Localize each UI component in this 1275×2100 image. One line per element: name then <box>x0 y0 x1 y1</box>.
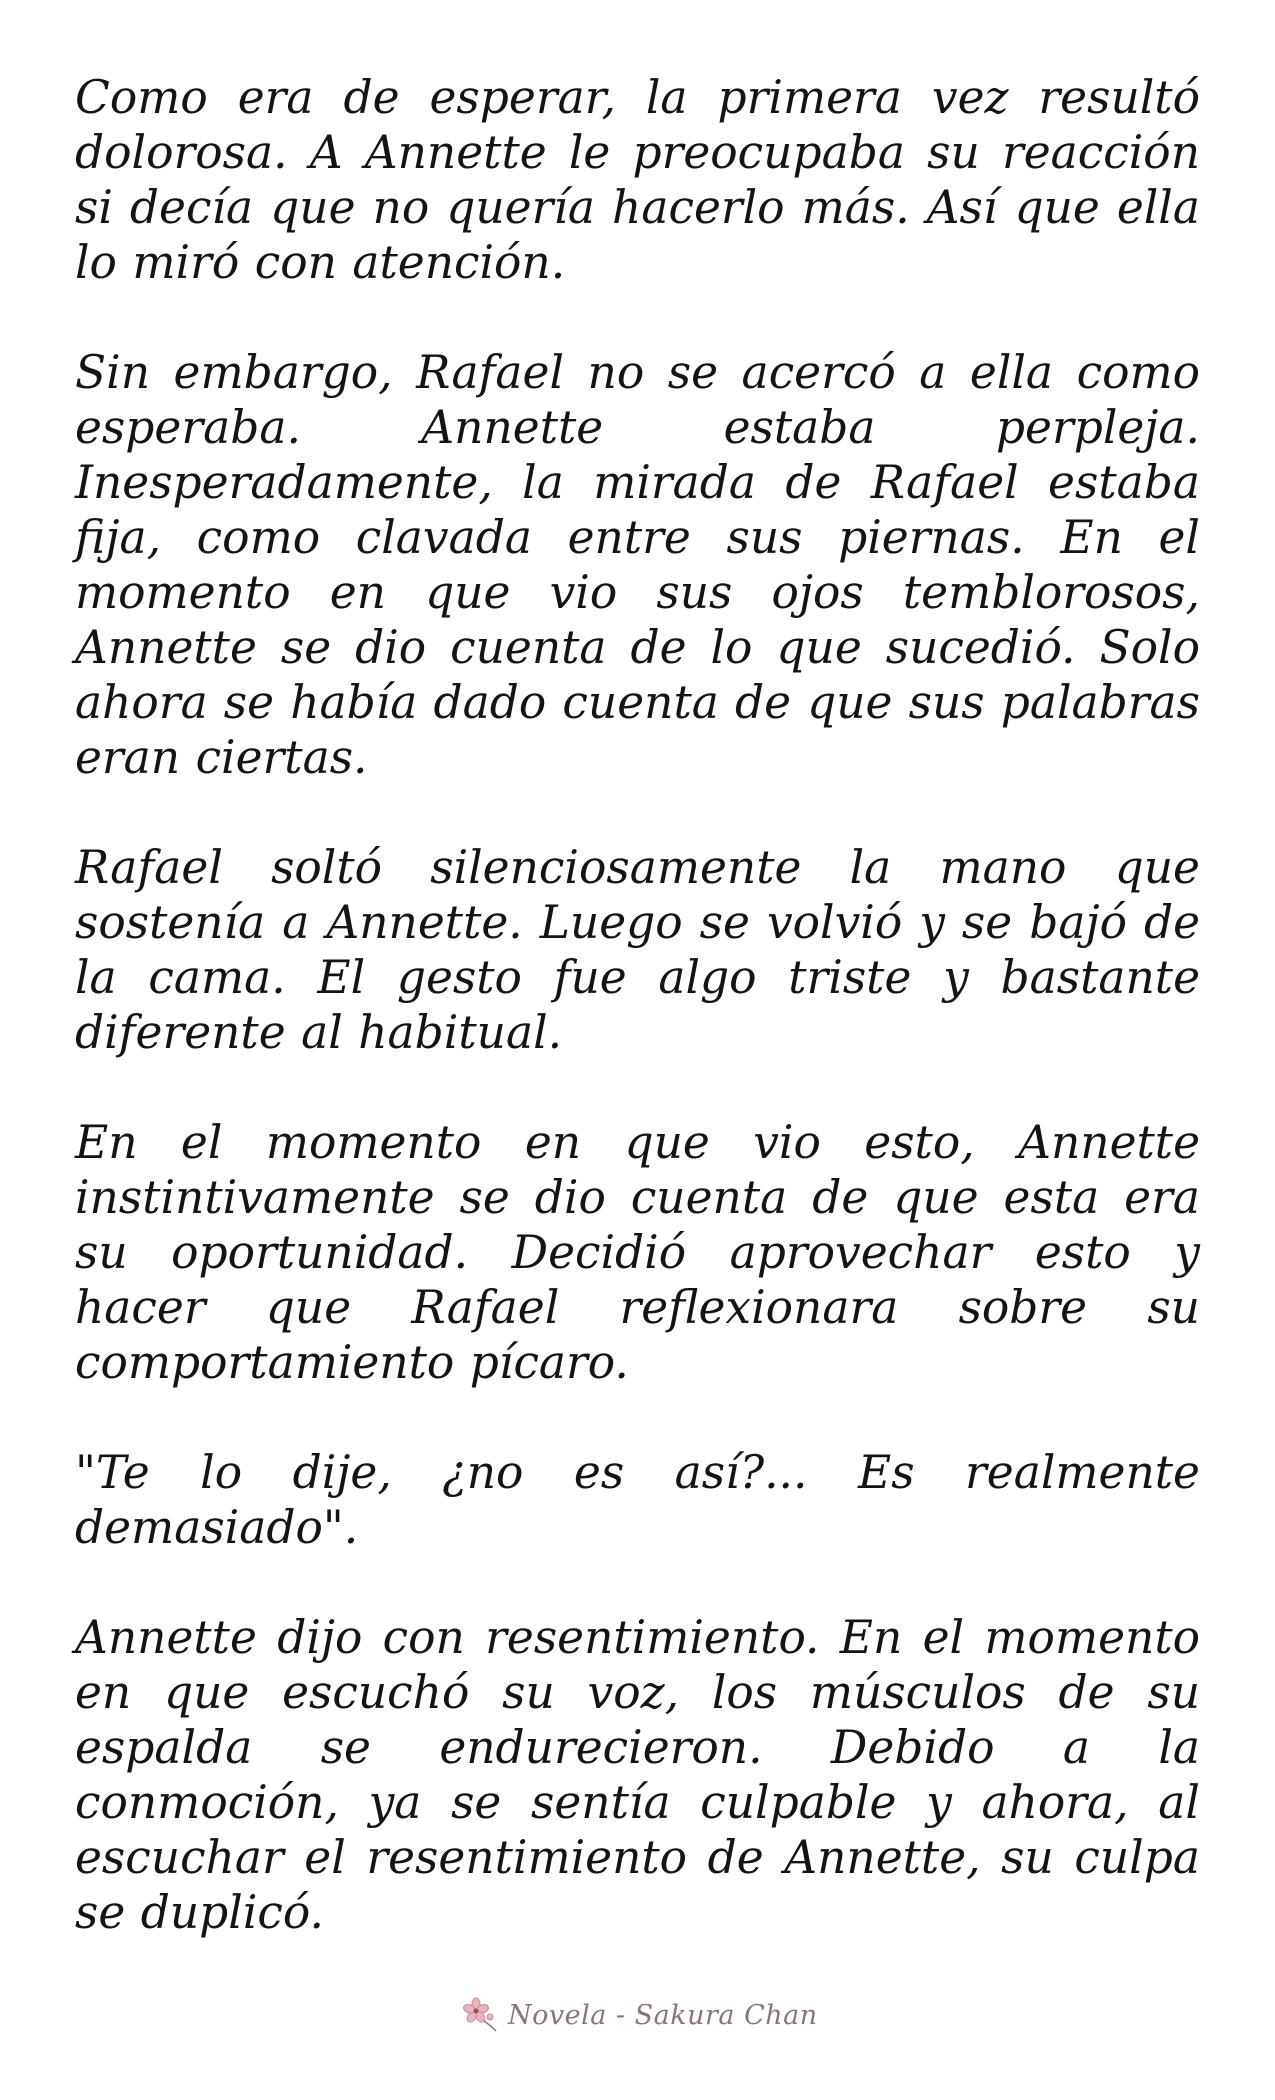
sakura-blossom-icon <box>460 1995 500 2035</box>
paragraph-2: Sin embargo, Rafael no se acercó a ella como esperaba. Annette estaba perpleja. Inesperadamente, la mirada de Rafael estaba fija, como clavada entre sus piernas. En el momento en que vio sus ojos temblorosos, Annette se dio cuenta de lo que sucedió. Solo ahora se había dado cuenta de que sus palabras eran ciertas. <box>75 346 1200 784</box>
watermark-text: Novela - Sakura Chan <box>508 1999 818 2031</box>
paragraph-4: En el momento en que vio esto, Annette instintivamente se dio cuenta de que esta era su oportunidad. Decidió aprovechar esto y hacer que Rafael reflexionara sobre su comportamiento pícaro. <box>75 1116 1200 1389</box>
document-body <box>75 70 1200 1995</box>
paragraph-3: Rafael soltó silenciosamente la mano que sostenía a Annette. Luego se volvió y se bajó de la cama. El gesto fue algo triste y bastante diferente al habitual. <box>75 841 1200 1059</box>
paragraph-6: Annette dijo con resentimiento. En el momento en que escuchó su voz, los músculos de su espalda se endurecieron. Debido a la conmoción, ya se sentía culpable y ahora, al escuchar el resentimiento de Annette, su culpa se duplicó. <box>75 1611 1200 1939</box>
paragraph-1: Como era de esperar, la primera vez resultó dolorosa. A Annette le preocupaba su reacción si decía que no quería hacerlo más. Así que ella lo miró con atención. <box>75 71 1200 289</box>
paragraph-5: "Te lo dije, ¿no es así?... Es realmente demasiado". <box>75 1446 1200 1554</box>
watermark <box>460 1990 818 2040</box>
